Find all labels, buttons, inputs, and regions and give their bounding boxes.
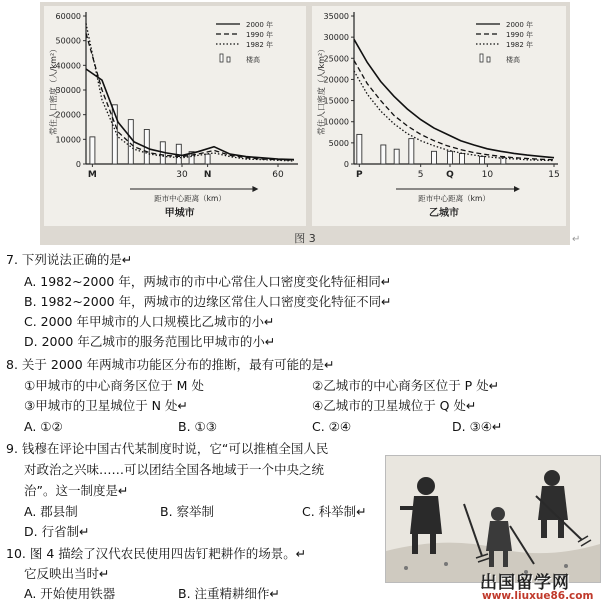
yi-bar <box>432 151 437 164</box>
yi-legend-bar-label: 楼高 <box>506 56 520 64</box>
yi-xtick-label: Q <box>446 170 454 180</box>
yi-ytick-label: 5000 <box>328 138 349 148</box>
jia-legend-label: 1990 年 <box>246 31 274 39</box>
yi-bar <box>357 134 362 164</box>
yi-xlabel: 距市中心距离（km） <box>418 194 490 203</box>
q7-option-d[interactable]: D. 2000 年乙城市的服务范围比甲城市的小↵ <box>24 334 276 349</box>
yi-bar <box>409 139 414 164</box>
yi-title: 乙城市 <box>429 208 459 219</box>
yi-bar <box>381 145 386 164</box>
yi-ylabel: 常住人口密度（人/km²） <box>317 44 326 136</box>
q10-option-a[interactable]: A. 开始使用铁器 <box>24 586 116 601</box>
jia-bar <box>128 120 133 164</box>
yi-ytick-label: 15000 <box>323 96 349 106</box>
jia-bar <box>90 137 95 164</box>
q8-statement-1: ①甲城市的中心商务区位于 M 处 <box>24 378 204 393</box>
q8-option-c[interactable]: C. ②④ <box>312 419 352 434</box>
yi-ytick-label: 20000 <box>323 75 349 85</box>
chart-yi-svg <box>312 6 566 226</box>
figure-3-photo <box>40 2 570 245</box>
yi-bar <box>460 153 465 164</box>
q9-option-a[interactable]: A. 郡县制 <box>24 504 78 519</box>
jia-ytick-label: 60000 <box>55 12 81 21</box>
q10-stem-line-2: 它反映出当时↵ <box>24 566 110 581</box>
chart-jia-svg <box>44 6 306 226</box>
yi-series-line <box>354 39 554 157</box>
yi-legend-label: 1982 年 <box>506 41 534 49</box>
yi-xtick-label: 15 <box>548 170 560 180</box>
jia-legend-bar-swatch <box>227 57 230 62</box>
jia-xlabel-arrowhead <box>252 186 258 192</box>
jia-xtick-label: M <box>87 170 97 180</box>
yi-xlabel-arrowhead <box>514 186 520 192</box>
q7-option-b[interactable]: B. 1982~2000 年，两城市的边缘区常住人口密度变化特征不同↵ <box>24 294 392 309</box>
figure-4-farmers-illustration <box>385 455 601 583</box>
watermark-url[interactable]: www.liuxue86.com <box>482 590 594 602</box>
q9-stem-line-2: 对政治之兴味……可以团结全国各地域于一个中央之统 <box>24 462 325 477</box>
yi-legend-bar-swatch <box>487 57 490 62</box>
yi-ytick-label: 10000 <box>323 117 349 127</box>
jia-ytick-label: 20000 <box>55 110 81 120</box>
yi-ytick-label: 25000 <box>323 54 349 64</box>
q10-stem-line-1: 10. 图 4 描绘了汉代农民使用四齿钉耙耕作的场景。↵ <box>6 546 307 561</box>
yi-ytick-label: 30000 <box>323 33 349 43</box>
jia-legend-label: 2000 年 <box>246 21 274 29</box>
jia-ytick-label: 0 <box>75 160 81 169</box>
jia-legend-bar-swatch <box>220 54 223 62</box>
q9-option-b[interactable]: B. 察举制 <box>160 504 215 519</box>
q8-option-b[interactable]: B. ①③ <box>178 419 217 434</box>
jia-ytick-label: 10000 <box>55 135 81 145</box>
jia-legend-bar-label: 楼高 <box>246 56 260 64</box>
q9-stem-line-1: 9. 钱穆在评论中国古代某制度时说，它“可以推植全国人民 <box>6 441 329 456</box>
q8-stem: 8. 关于 2000 年两城市功能区分布的推断，最有可能的是↵ <box>6 357 335 372</box>
jia-ytick-label: 40000 <box>55 61 81 71</box>
figure-caption: 图 3 <box>294 232 316 245</box>
jia-xtick-label: 30 <box>176 170 188 180</box>
jia-legend-label: 1982 年 <box>246 41 274 49</box>
yi-legend-bar-swatch <box>480 54 483 62</box>
yi-xtick-label: P <box>356 170 363 180</box>
q9-option-d[interactable]: D. 行省制↵ <box>24 524 90 539</box>
q8-option-d[interactable]: D. ③④↵ <box>452 419 503 434</box>
q7-stem: 7. 下列说法正确的是↵ <box>6 252 133 267</box>
chart-yi <box>312 6 566 226</box>
jia-ytick-label: 50000 <box>55 36 81 46</box>
paragraph-mark: ↵ <box>572 234 581 245</box>
jia-title: 甲城市 <box>164 208 195 219</box>
jia-ylabel: 常住人口密度（人/km²） <box>49 44 58 136</box>
q8-option-a[interactable]: A. ①② <box>24 419 63 434</box>
q8-statement-2: ②乙城市的中心商务区位于 P 处↵ <box>312 378 500 393</box>
yi-xtick-label: 5 <box>417 170 424 180</box>
jia-ytick-label: 30000 <box>55 86 81 95</box>
q8-statement-3: ③甲城市的卫星城位于 N 处↵ <box>24 398 188 413</box>
q10-option-b[interactable]: B. 注重精耕细作↵ <box>178 586 281 601</box>
q9-stem-line-3: 治”。这一制度是↵ <box>24 483 129 498</box>
q7-option-a[interactable]: A. 1982~2000 年，两城市的市中心常住人口密度变化特征相同↵ <box>24 274 392 289</box>
yi-ytick-label: 35000 <box>323 12 349 21</box>
yi-bar <box>480 156 485 164</box>
jia-xtick-label: 60 <box>272 170 284 180</box>
yi-ytick-label: 0 <box>343 160 349 169</box>
watermark-logo-text: 出国留学网 <box>480 573 570 593</box>
q8-statement-4: ④乙城市的卫星城位于 Q 处↵ <box>312 398 477 413</box>
chart-jia <box>44 6 306 226</box>
jia-xlabel: 距市中心距离（km） <box>154 194 226 203</box>
jia-bar <box>205 154 210 164</box>
jia-xtick-label: N <box>203 170 212 180</box>
yi-xtick-label: 10 <box>481 170 494 180</box>
yi-legend-label: 1990 年 <box>506 31 534 39</box>
yi-bar <box>448 151 453 164</box>
farmers-drawing <box>386 456 600 582</box>
q9-option-c[interactable]: C. 科举制↵ <box>302 504 367 519</box>
yi-bar <box>394 149 399 164</box>
yi-legend-label: 2000 年 <box>506 21 534 29</box>
q7-option-c[interactable]: C. 2000 年甲城市的人口规模比乙城市的小↵ <box>24 314 275 329</box>
